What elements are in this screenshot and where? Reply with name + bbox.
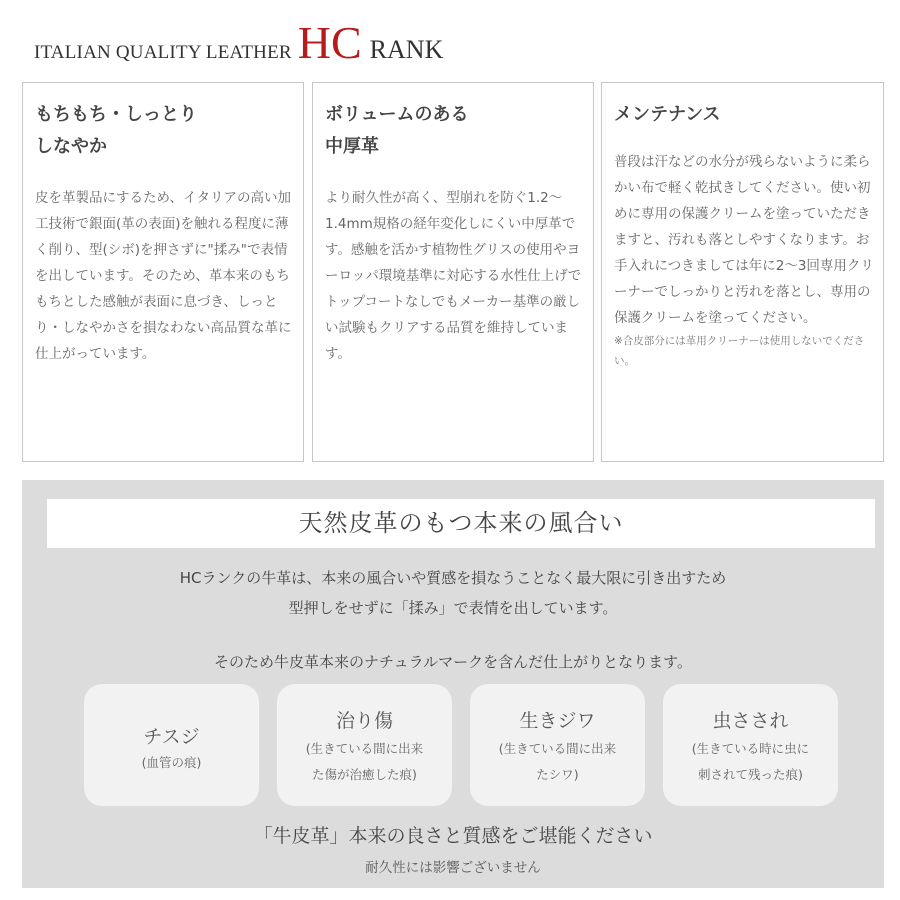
page-header	[34, 17, 444, 70]
natural-mark-card	[277, 684, 452, 806]
natural-mark-card	[663, 684, 838, 806]
card-title: もちもち・しっとり しなやか	[35, 104, 197, 157]
brand-logo-text: HC	[297, 17, 362, 68]
feature-card-thickness	[312, 82, 594, 462]
mark-title: 生きジワ	[519, 710, 596, 732]
intro-line: 型押しをせずに「揉み」で表情を出しています。	[288, 599, 618, 617]
card-body: 普段は汗などの水分が残らないように柔らかい布で軽く乾拭きしてください。使い初めに専用の保護クリームを塗っていただきますと、汚れも落としやすくなります。お手入れにつきましては年に2〜3回専用クリーナーでしっかりと汚れを落とし、専用の保護クリームを塗ってください。	[614, 154, 874, 326]
mark-description: (生きている時に虫に 刺されて残った痕)	[691, 741, 810, 782]
header-subtitle: ITALIAN QUALITY LEATHER	[34, 42, 292, 63]
card-title: メンテナンス	[614, 104, 721, 125]
intro-line: HCランクの牛革は、本来の風合いや質感を損なうことなく最大限に引き出すため	[179, 569, 727, 587]
card-title: ボリュームのある 中厚革	[325, 104, 469, 157]
card-body: 皮を革製品にするため、イタリアの高い加工技術で銀面(革の表面)を触れる程度に薄く削り、型(シボ)を押さずに"揉み"で表情を出しています。そのため、革本来のもちもちとした感触が表面に息づき、しっとり・しなやかさを損なわない高品質な革に仕上がっています。	[35, 190, 292, 362]
section-title: 天然皮革のもつ本来の風合い	[47, 499, 875, 548]
intro-line: そのため牛皮革本来のナチュラルマークを含んだ仕上がりとなります。	[214, 653, 692, 671]
card-body-wrapper	[614, 149, 875, 371]
closing-message: 「牛皮革」本来の良さと質感をご堪能ください	[253, 825, 653, 847]
feature-card-texture	[22, 82, 304, 462]
mark-description: (生きている間に出来 たシワ)	[498, 741, 617, 782]
feature-card-maintenance	[601, 82, 884, 462]
mark-description: (血管の痕)	[141, 755, 202, 770]
closing-note: 耐久性には影響ございません	[365, 860, 541, 876]
card-note: ※合皮部分には革用クリーナーは使用しないでください。	[614, 335, 865, 367]
mark-title: 虫さされ	[712, 710, 789, 732]
natural-leather-section	[22, 480, 884, 888]
mark-title: 治り傷	[335, 710, 393, 732]
mark-title: チスジ	[143, 726, 200, 748]
natural-mark-card	[84, 684, 259, 806]
card-body: より耐久性が高く、型崩れを防ぐ1.2〜1.4mm規格の経年変化しにくい中厚革です。感触を活かす植物性グリスの使用やヨーロッパ環境基準に対応する水性仕上げでトップコートなしでもメーカー基準の厳しい試験もクリアする品質を維持しています。	[325, 190, 582, 362]
natural-mark-card	[470, 684, 645, 806]
header-rank: RANK	[369, 35, 444, 64]
mark-description: (生きている間に出来 た傷が治癒した痕)	[305, 741, 424, 782]
